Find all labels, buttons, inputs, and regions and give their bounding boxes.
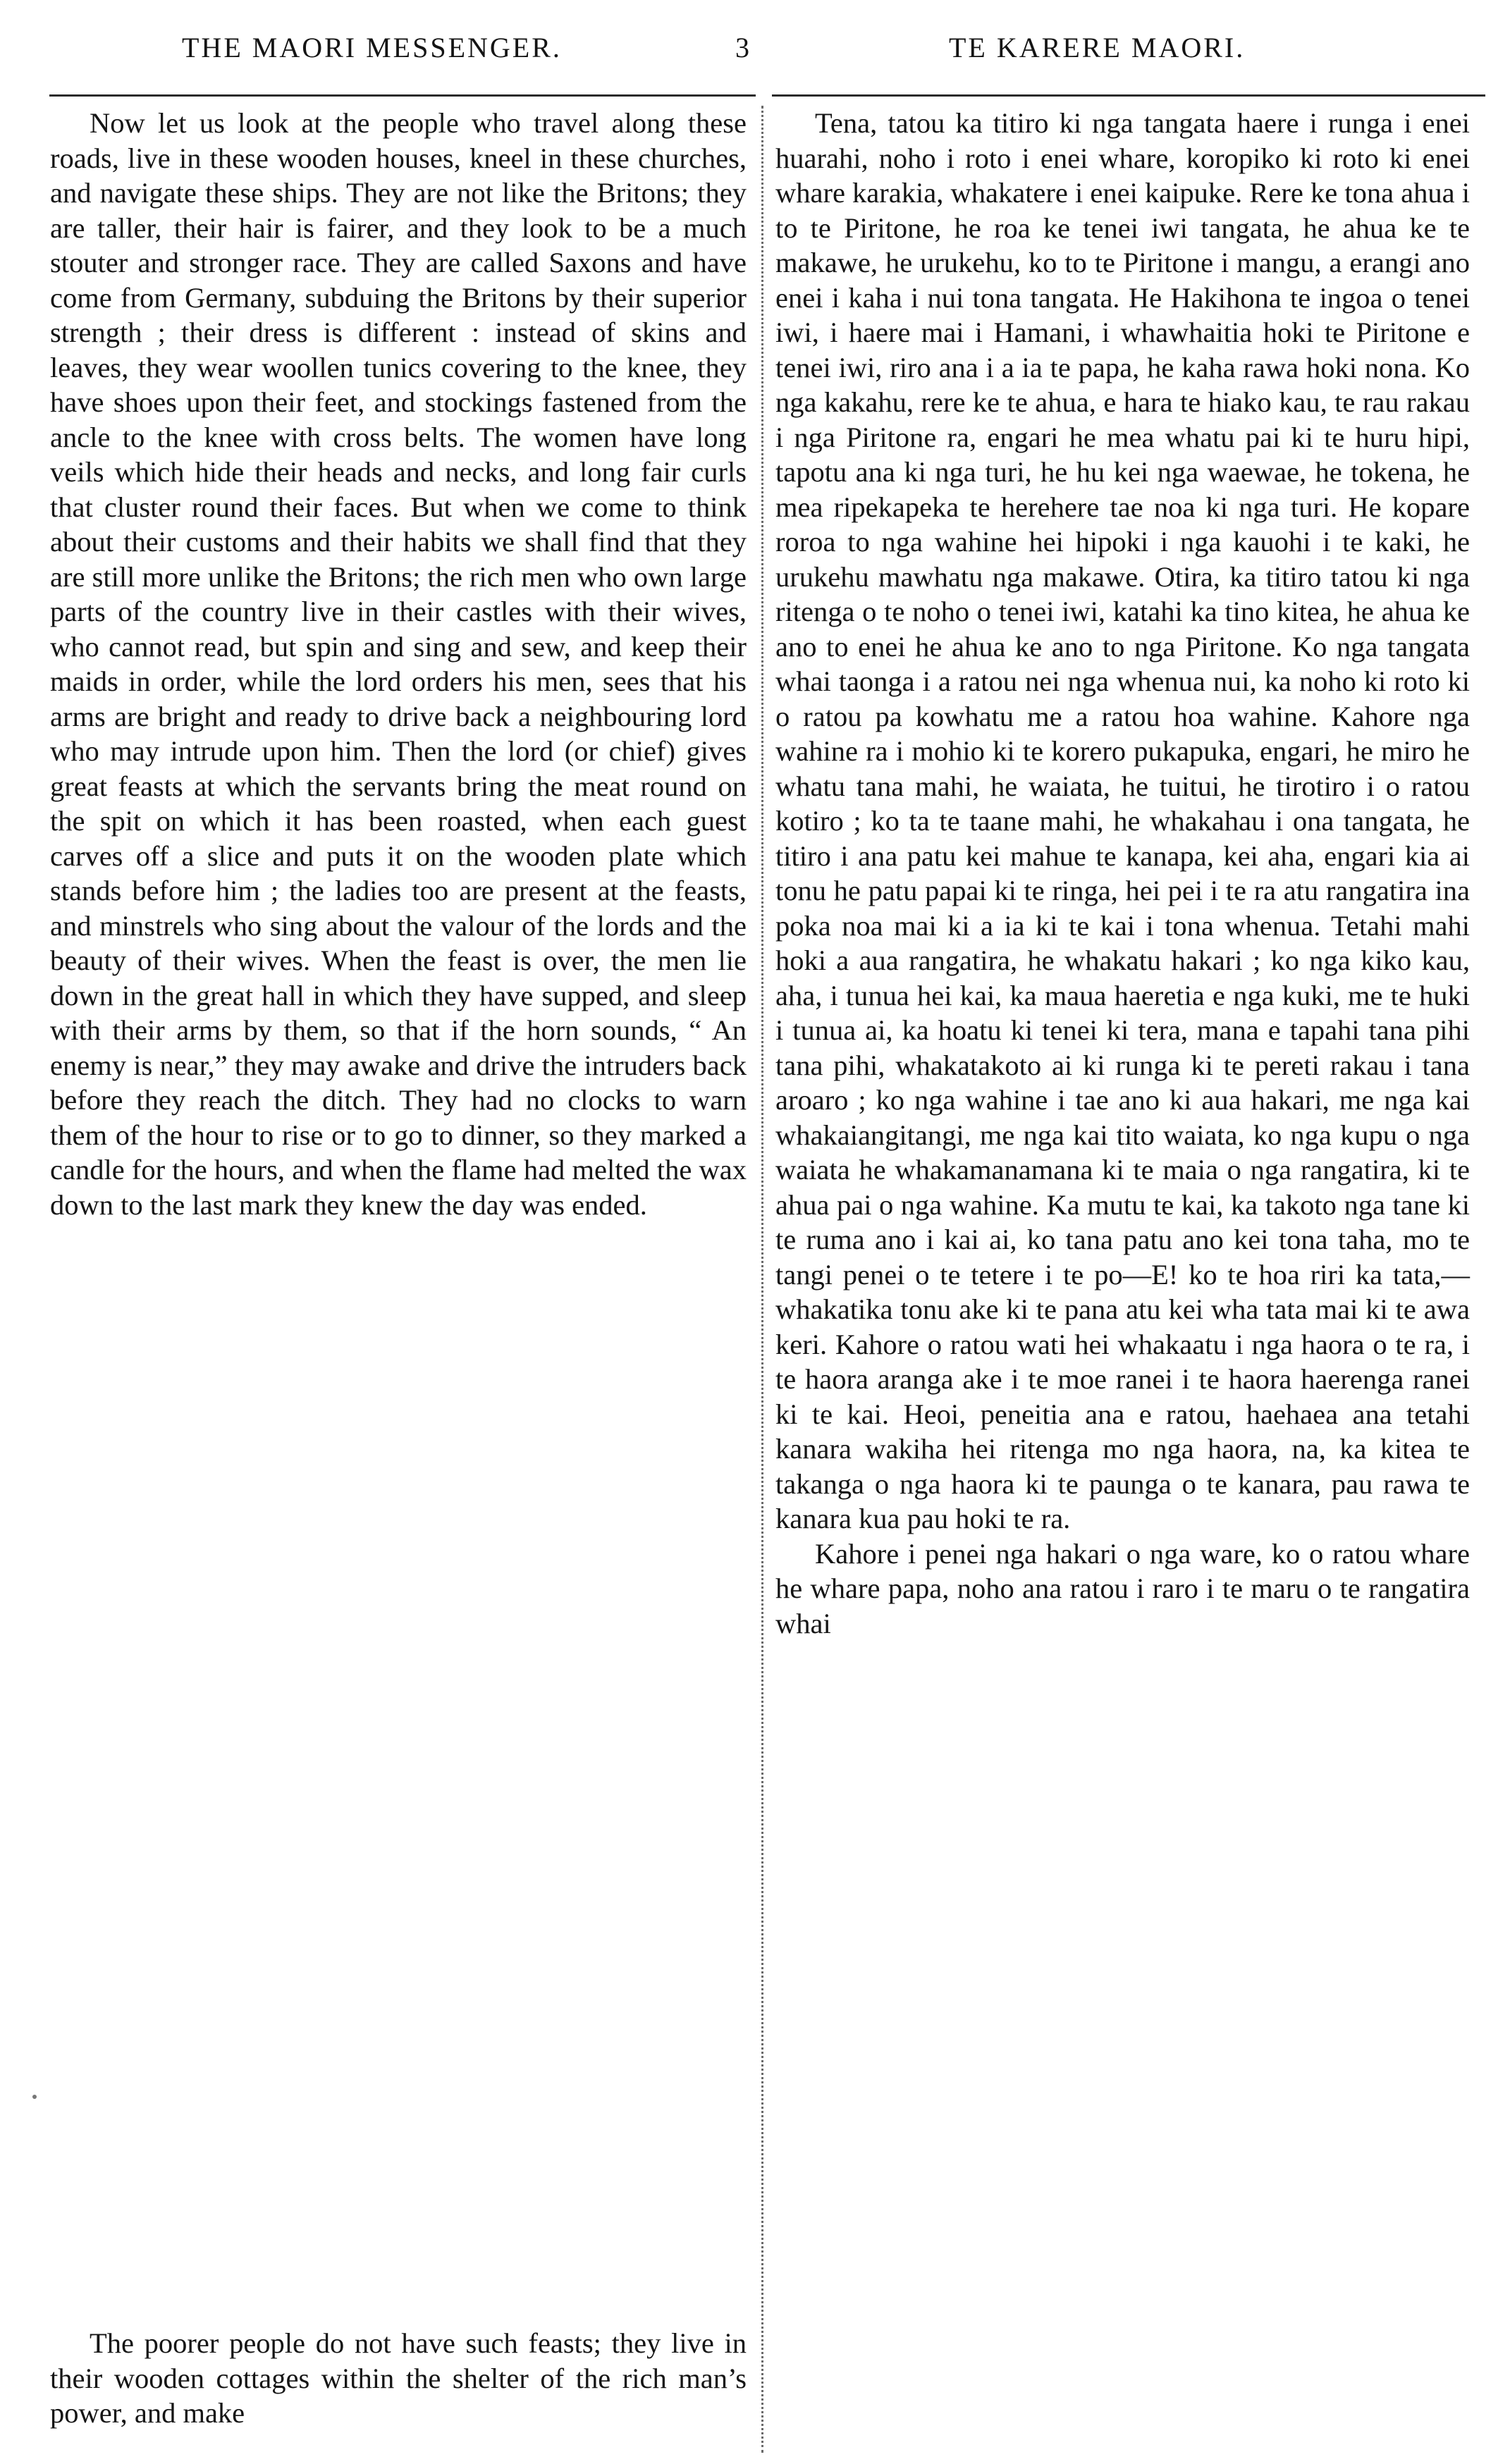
english-column-lower [50, 2326, 747, 2431]
maori-column [775, 106, 1470, 1641]
english-paragraph-saxons: Now let us look at the people who travel along these roads, live in these wooden houses, kneel in these churches, and navigate these ships. They are not like the Britons; they are taller, their hair is fairer, and they look to be a much stouter and stronger race. They are called Saxons and have come from Germany, subduing the Britons by their superior strength ; their dress is different : instead of skins and leaves, they wear woollen tunics covering to the knee, they have shoes upon their feet, and stockings fastened from the ancle to the knee with cross belts. The women have long veils which hide their heads and necks, and long fair curls that cluster round their faces. But when we come to think about their customs and their habits we shall find that they are still more unlike the Britons; the rich men who own large parts of the country live in their castles with their wives, who cannot read, but spin and sing and sew, and keep their maids in order, while the lord orders his men, sees that his arms are bright and ready to drive back a neighbouring lord who may intrude upon him. Then the lord (or chief) gives great feasts at which the servants bring the meat round on the spit on which it has been roasted, when each guest carves off a slice and puts it on the wooden plate which stands before him ; the ladies too are present at the feasts, and minstrels who sing about the valour of the lords and the beauty of their wives. When the feast is over, the men lie down in the great hall in which they have supped, and sleep with their arms by them, so that if the horn sounds, “ An enemy is near,” they may awake and drive the intruders back before they reach the ditch. They had no clocks to warn them of the hour to rise or to go to dinner, so they marked a candle for the hours, and when the flame had melted the wax down to the last mark they knew the day was ended. [50, 107, 747, 1221]
header-rule-right [772, 94, 1485, 97]
column-divider [761, 106, 763, 2453]
english-paragraph-poorer-people: The poorer people do not have such feasts; they live in their wooden cottages within the shelter of the rich man’s power, and make [50, 2327, 747, 2429]
maori-paragraph-hakihona: Tena, tatou ka titiro ki nga tangata haere i runga i enei huarahi, noho i roto i enei whare, koropiko ki roto ki enei whare karakia, whakatere i enei kaipuke. Rere ke tona ahua i to te Piritone, he roa ke tenei iwi tangata, he ahua ke te makawe, he urukehu, ko to te Piritone i mangu, a erangi ano enei i kaha i nui tona tangata. He Hakihona te ingoa o tenei iwi, i haere mai i Hamani, i whawhaitia hoki te Piritone e tenei iwi, riro ana i a ia te papa, he kaha rawa hoki nona. Ko nga kakahu, rere ke te ahua, e hara te hiako kau, te rau rakau i nga Piritone ra, engari he mea whatu pai ki te huru hipi, tapotu ana ki nga turi, he hu kei nga waewae, he tokena, he mea ripekapeka te herehere tae noa ki nga turi. He kopare roroa to nga wahine hei hipoki i nga kauohi i te kaki, he urukehu mawhatu nga makawe. Otira, ka titiro tatou ki nga ritenga o te noho o tenei iwi, katahi ka tino kitea, he ahua ke ano to enei he ahua ke ano to nga Piritone. Ko nga tangata whai taonga i a ratou nei nga whenua nui, ka noho ki roto ki o ratou pa kowhatu me a ratou hoa wahine. Kahore nga wahine ra i mohio ki te korero pukapuka, engari, he miro he whatu tana mahi, he waiata, he tuitui, he tirotiro i o ratou kotiro ; ko ta te taane mahi, he whakahau i ona tangata, he titiro i ana patu kei mahue te kanapa, kei aha, engari kia ai tonu he patu papai ki te ringa, hei pei i te ra atu rangatira ina poka noa mai ki a ia ki te kai i tona whenua. Tetahi mahi hoki a aua rangatira, he whakatu hakari ; ko nga kiko kau, aha, i tunua hei kai, ka maua haeretia e nga kuki, me te huki i tunua ai, ka hoatu ki tenei ki tera, mana e tapahi tana pihi tana pihi, whakatakoto ai ki runga ki te pereti rakau i tana aroaro ; ko nga wahine i tae ano ki aua hakari, me nga kai whakaiangitangi, me nga kai tito waiata, ko nga kupu o nga waiata he whakamanamana ki te maia o nga rangatira, ki te ahua pai o nga wahine. Ka mutu te kai, ka takoto nga tane ki te ruma ano i kai ai, ko tana patu ano kei tona taha, mo te tangi penei o te tetere i te po—E! ko te hoa riri ka tata,—whakatika tonu ake ki te pana atu kei wha tata mai ki te awa keri. Kahore o ratou wati hei whakaatu i nga haora o te ra, i te haora aranga ake i te moe ranei i te haora haerenga ranei ki te kai. Heoi, peneitia ana e ratou, haehaea ana tetahi kanara wakiha hei ritenga mo nga haora, na, ka kitea te takanga o nga haora ki te paunga o te kanara, pau rawa te kanara kua pau hoki te ra. [775, 107, 1471, 1534]
maori-paragraph-nga-ware: Kahore i penei nga hakari o nga ware, ko o ratou whare he whare papa, noho ana ratou i raro i te maru o te rangatira whai [775, 1537, 1470, 1639]
english-column-upper [50, 106, 747, 1222]
header-rule-left [49, 94, 756, 97]
margin-mark [32, 2095, 37, 2099]
page-number: 3 [735, 32, 751, 63]
masthead-maori-title: TE KARERE MAORI. [949, 32, 1246, 63]
masthead-english-title: THE MAORI MESSENGER. [182, 32, 562, 63]
